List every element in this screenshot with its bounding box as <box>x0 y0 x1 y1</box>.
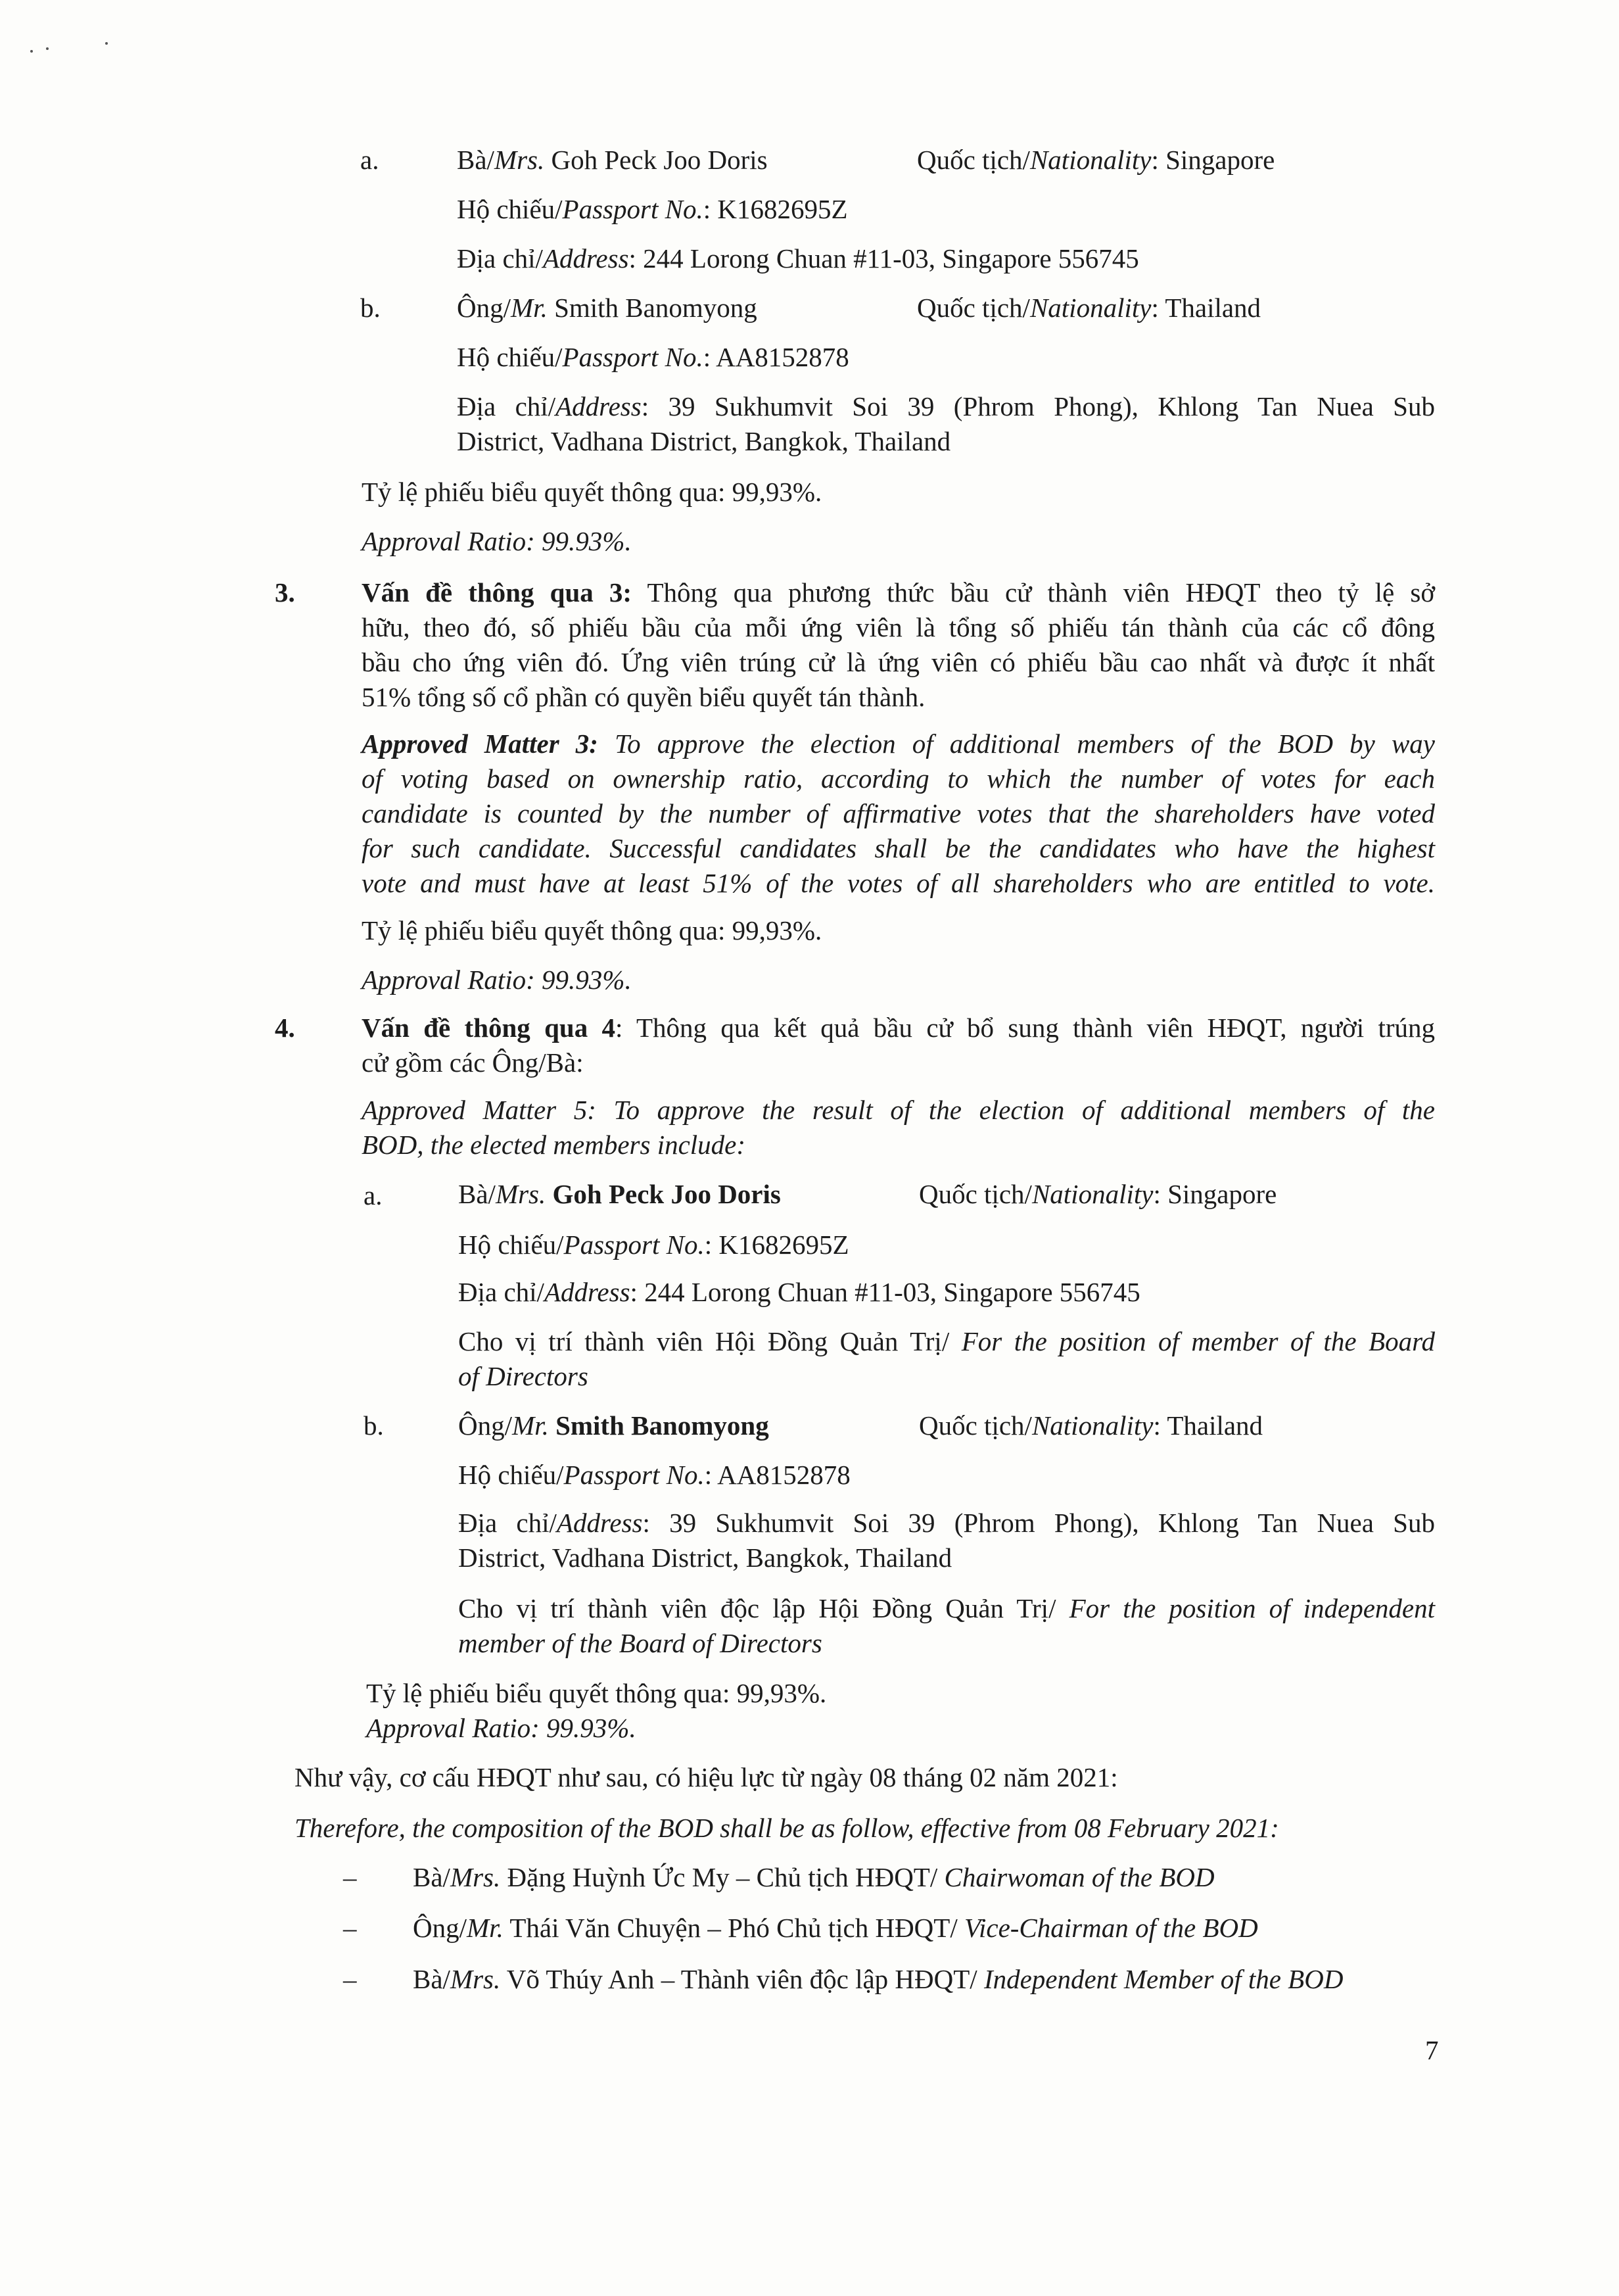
nationality-label-en: Nationality <box>1031 1410 1154 1441</box>
passport-line <box>458 1456 851 1493</box>
nationality-label-en: Nationality <box>1029 145 1152 175</box>
list-marker: b. <box>364 1410 384 1441</box>
address-label-vi: Địa chỉ/ <box>457 391 556 421</box>
member-dash: – <box>343 1913 357 1943</box>
member-text-vi: Đặng Huỳnh Ức My – Chủ tịch HĐQT/ <box>500 1862 945 1892</box>
item4-vi-text: : Thông qua kết quả bầu cử bổ sung thành viên HĐQT, người trúng <box>615 1013 1435 1043</box>
item4-vi-line: cử gồm các Ông/Bà: <box>362 1047 584 1078</box>
address-label-en: Address <box>556 1508 643 1538</box>
title-vi: Bà/ <box>458 1179 496 1209</box>
scan-speck <box>30 50 33 53</box>
nationality-label-en: Nationality <box>1029 293 1152 323</box>
address-line <box>457 240 1139 277</box>
person-name: Smith Banomyong <box>555 1410 769 1441</box>
position-en: For the position of independent <box>1069 1593 1436 1623</box>
member-line <box>413 1859 1215 1896</box>
page-number: 7 <box>1425 2035 1439 2065</box>
person-name: Goh Peck Joo Doris <box>552 1179 781 1209</box>
passport-label-en: Passport No. <box>563 1230 705 1260</box>
passport-value: : AA8152878 <box>703 342 849 372</box>
item3-en-line: of voting based on ownership ratio, according to which the number of votes for each <box>362 763 1435 794</box>
item-heading-en: Approved Matter 3: <box>362 729 598 759</box>
title-en: Mrs. <box>495 1179 546 1209</box>
scan-speck <box>105 42 108 45</box>
nationality-line <box>919 1176 1277 1212</box>
item4-en-line: BOD, the elected members include: <box>362 1130 746 1160</box>
address-line <box>458 1274 1140 1310</box>
nationality-line <box>917 141 1275 178</box>
item3-en-text: To approve the election of additional members of the BOD by way <box>615 729 1435 759</box>
position-line <box>458 1590 1435 1627</box>
position-line-2: member of the Board of Directors <box>458 1628 822 1658</box>
item3-en-line: for such candidate. Successful candidates shall be the candidates who have the highest <box>362 833 1435 863</box>
nationality-value: : Thailand <box>1151 293 1261 323</box>
member-dash: – <box>343 1964 357 1994</box>
title-en: Mr. <box>511 293 548 323</box>
passport-label-en: Passport No. <box>562 194 703 224</box>
item3-vi-line <box>362 574 1435 611</box>
position-vi: Cho vị trí thành viên độc lập Hội Đồng Quản Trị/ <box>458 1593 1056 1623</box>
address-label-en: Address <box>542 243 629 274</box>
address-line <box>457 388 1435 425</box>
person-name-line <box>458 1407 769 1444</box>
member-role-en: Chairwoman of the BOD <box>944 1862 1215 1892</box>
member-role-en: Independent Member of the BOD <box>983 1964 1344 1994</box>
person-name-line <box>457 141 768 178</box>
title-vi: Ông/ <box>457 293 511 323</box>
title-vi: Bà/ <box>457 145 494 175</box>
member-text-vi: Thái Văn Chuyện – Phó Chủ tịch HĐQT/ <box>503 1913 964 1943</box>
list-marker: a. <box>360 145 379 175</box>
passport-label-vi: Hộ chiếu/ <box>457 342 563 372</box>
position-line <box>458 1323 1435 1360</box>
position-vi: Cho vị trí thành viên Hội Đồng Quản Trị/ <box>458 1326 950 1356</box>
title-en: Mrs. <box>450 1862 501 1892</box>
person-name: Goh Peck Joo Doris <box>551 145 768 175</box>
item3-vi-text: Thông qua phương thức bầu cử thành viên HĐQT theo tỷ lệ sở <box>647 577 1435 608</box>
address-line-2: District, Vadhana District, Bangkok, Thailand <box>457 426 951 456</box>
address-value: : 244 Lorong Chuan #11-03, Singapore 556745 <box>628 243 1139 274</box>
list-marker: b. <box>360 293 381 323</box>
address-label-vi: Địa chỉ/ <box>458 1277 544 1307</box>
title-en: Mr. <box>467 1913 504 1943</box>
nationality-value: : Singapore <box>1151 145 1275 175</box>
composition-intro-en: Therefore, the composition of the BOD shall be as follow, effective from 08 February 2021: <box>294 1813 1279 1843</box>
item3-vi-line: hữu, theo đó, số phiếu bầu của mỗi ứng viên là tổng số phiếu tán thành của các cổ đông <box>362 612 1435 642</box>
title-vi: Bà/ <box>413 1964 450 1994</box>
nationality-line <box>919 1407 1263 1444</box>
list-marker: a. <box>364 1180 383 1210</box>
passport-line <box>457 191 848 227</box>
person-name-line <box>458 1176 781 1212</box>
address-value: : 39 Sukhumvit Soi 39 (Phrom Phong), Khlong Tan Nuea Sub <box>641 391 1435 421</box>
member-line <box>413 1961 1343 1997</box>
item-number: 4. <box>275 1013 295 1043</box>
approval-ratio-vi: Tỷ lệ phiếu biểu quyết thông qua: 99,93%. <box>366 1678 827 1708</box>
address-label-en: Address <box>555 391 642 421</box>
position-en: For the position of member of the Board <box>961 1326 1436 1356</box>
title-en: Mr. <box>512 1410 549 1441</box>
passport-value: : AA8152878 <box>704 1460 851 1490</box>
item-heading: Vấn đề thông qua 4 <box>362 1013 616 1043</box>
position-line-2: of Directors <box>458 1361 588 1391</box>
title-vi: Bà/ <box>413 1862 450 1892</box>
passport-label-vi: Hộ chiếu/ <box>458 1460 564 1490</box>
nationality-label-vi: Quốc tịch/ <box>919 1410 1032 1441</box>
item3-en-line: candidate is counted by the number of affirmative votes that the shareholders have voted <box>362 798 1435 828</box>
member-dash: – <box>343 1862 357 1892</box>
nationality-label-en: Nationality <box>1031 1179 1154 1209</box>
member-text-vi: Võ Thúy Anh – Thành viên độc lập HĐQT/ <box>500 1964 984 1994</box>
item3-en-line <box>362 725 1435 762</box>
approval-ratio-vi: Tỷ lệ phiếu biểu quyết thông qua: 99,93%. <box>362 477 822 507</box>
passport-label-vi: Hộ chiếu/ <box>458 1230 564 1260</box>
passport-label-en: Passport No. <box>563 1460 705 1490</box>
item3-vi-line: bầu cho ứng viên đó. Ứng viên trúng cử là ứng viên có phiếu bầu cao nhất và được ít nhất <box>362 647 1435 677</box>
passport-line <box>458 1226 849 1263</box>
title-en: Mrs. <box>450 1964 501 1994</box>
title-en: Mrs. <box>494 145 545 175</box>
address-label-vi: Địa chỉ/ <box>457 243 543 274</box>
nationality-value: : Thailand <box>1153 1410 1263 1441</box>
scan-speck <box>46 47 49 50</box>
passport-value: : K1682695Z <box>704 1230 849 1260</box>
item3-en-line: vote and must have at least 51% of the votes of all shareholders who are entitled to vote. <box>362 868 1435 898</box>
composition-intro-vi: Như vậy, cơ cấu HĐQT như sau, có hiệu lực từ ngày 08 tháng 02 năm 2021: <box>294 1762 1118 1792</box>
address-line <box>458 1504 1435 1541</box>
address-label-en: Address <box>544 1277 630 1307</box>
address-line-2: District, Vadhana District, Bangkok, Thailand <box>458 1543 952 1573</box>
passport-label-en: Passport No. <box>562 342 703 372</box>
person-name: Smith Banomyong <box>554 293 757 323</box>
approval-ratio-en: Approval Ratio: 99.93%. <box>366 1713 636 1743</box>
passport-line <box>457 339 849 375</box>
approval-ratio-en: Approval Ratio: 99.93%. <box>362 526 632 556</box>
passport-label-vi: Hộ chiếu/ <box>457 194 563 224</box>
item4-en-line: Approved Matter 5: To approve the result of the election of additional members of the <box>362 1095 1435 1125</box>
item3-vi-line: 51% tổng số cổ phần có quyền biểu quyết tán thành. <box>362 682 926 712</box>
nationality-label-vi: Quốc tịch/ <box>917 293 1030 323</box>
approval-ratio-vi: Tỷ lệ phiếu biểu quyết thông qua: 99,93%. <box>362 915 822 945</box>
address-value: : 244 Lorong Chuan #11-03, Singapore 556745 <box>630 1277 1140 1307</box>
item-heading: Vấn đề thông qua 3: <box>362 577 632 608</box>
title-vi: Ông/ <box>458 1410 512 1441</box>
item-number: 3. <box>275 577 295 608</box>
item4-vi-line <box>362 1009 1435 1046</box>
address-value: : 39 Sukhumvit Soi 39 (Phrom Phong), Khlong Tan Nuea Sub <box>642 1508 1435 1538</box>
title-vi: Ông/ <box>413 1913 467 1943</box>
nationality-label-vi: Quốc tịch/ <box>919 1179 1032 1209</box>
nationality-line <box>917 289 1261 326</box>
person-name-line <box>457 289 757 326</box>
approval-ratio-en: Approval Ratio: 99.93%. <box>362 965 632 995</box>
member-role-en: Vice-Chairman of the BOD <box>964 1913 1258 1943</box>
nationality-label-vi: Quốc tịch/ <box>917 145 1030 175</box>
member-line <box>413 1909 1258 1946</box>
passport-value: : K1682695Z <box>703 194 848 224</box>
address-label-vi: Địa chỉ/ <box>458 1508 557 1538</box>
nationality-value: : Singapore <box>1153 1179 1277 1209</box>
